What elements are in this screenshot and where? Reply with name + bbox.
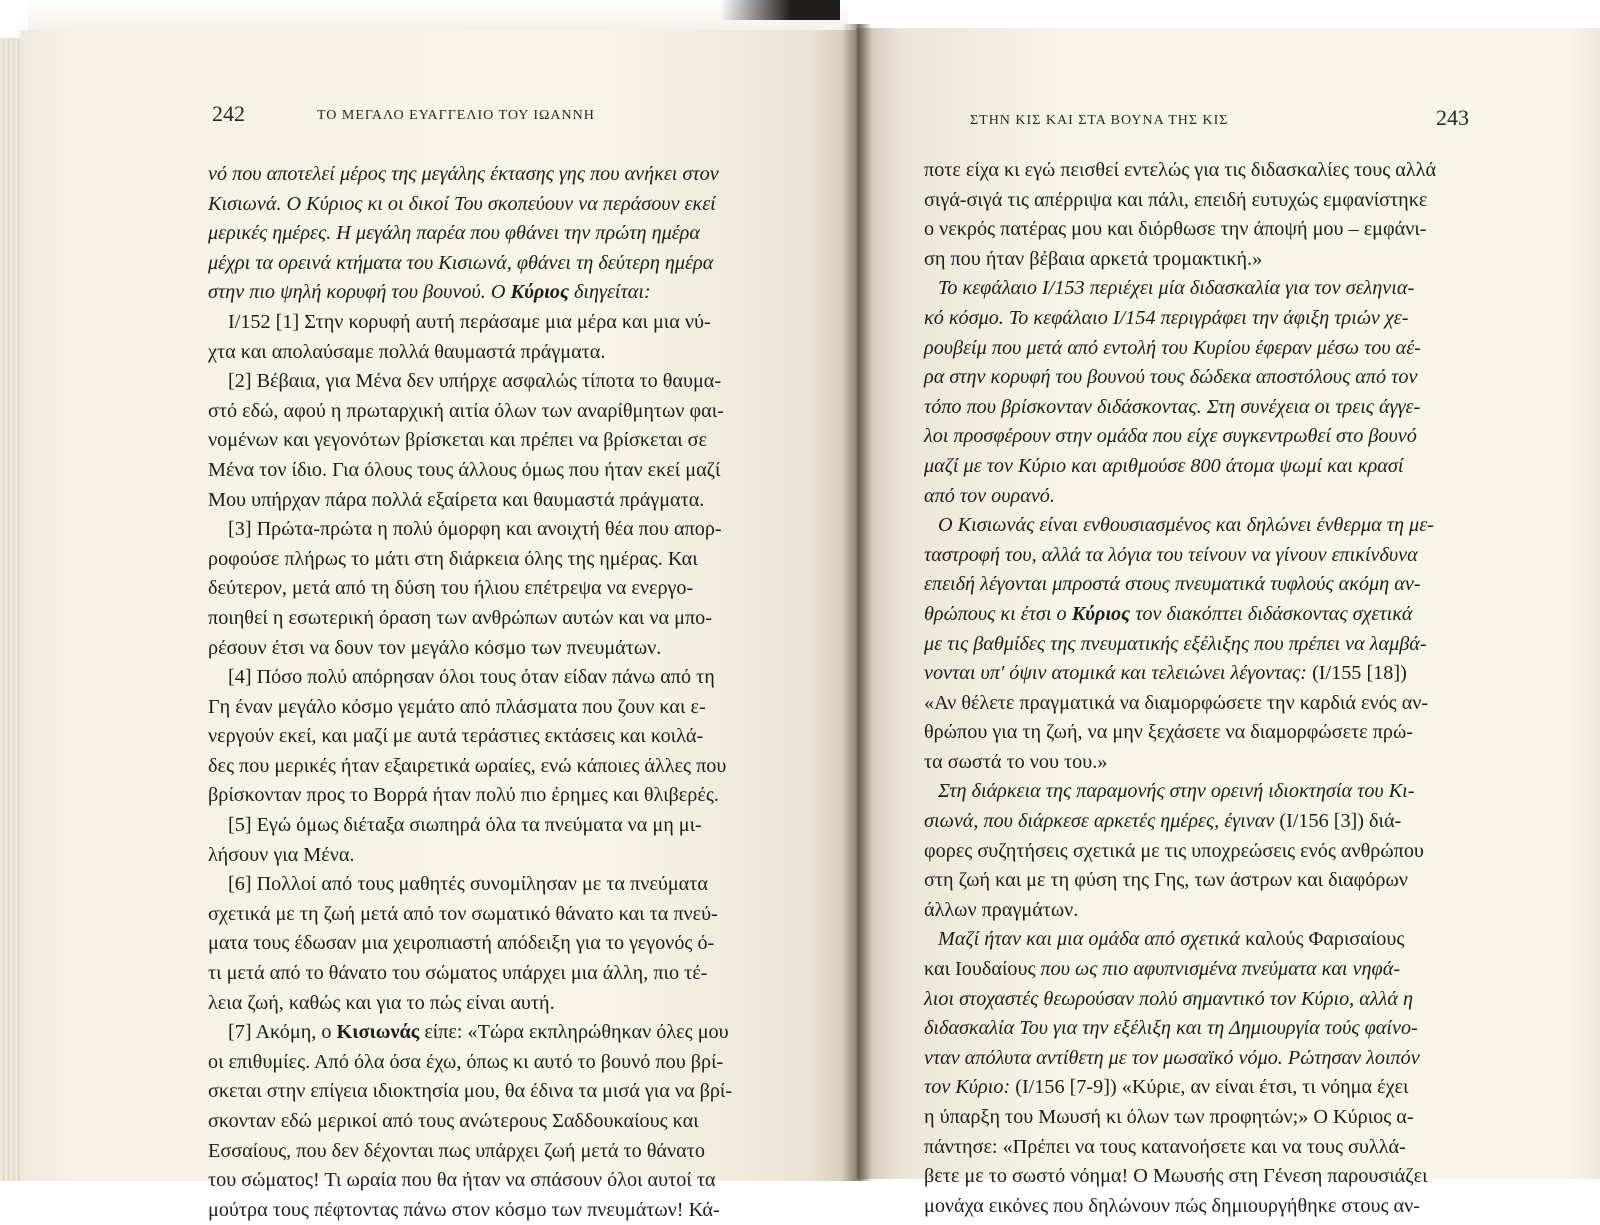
text-fragment: τον Κύριο: (924, 1076, 1011, 1099)
text-line: χτα και απολαύσαμε πολλά θαυμαστά πράγματα. (208, 340, 606, 363)
text-line: πάντησε: «Πρέπει να τους κατανοήσετε και να τους συλλά- (924, 1135, 1406, 1158)
text-line: Μου υπήρχαν πάρα πολλά εξαίρετα και θαυμαστά πράγματα. (208, 488, 705, 511)
text-fragment: διηγείται: (573, 281, 651, 304)
text-line: οι επιθυμίες. Από όλα όσα έχω, όπως κι αυτό το βουνό που βρί- (208, 1050, 724, 1073)
text-fragment: είπε: «Τώρα εκπληρώθηκαν όλες μου (424, 1021, 729, 1044)
text-line: ρα στην κορυφή του βουνού τους δώδεκα αποστόλους από τον (924, 366, 1418, 389)
text-line: δεύτερον, μετά από τη δύση του ήλιου επέτρεψα να ενεργο- (208, 577, 694, 600)
text-fragment: καλούς Φαρισαίους (1245, 928, 1405, 951)
text-fragment: τον διακόπτει διδάσκοντας σχετικά (1135, 602, 1413, 625)
text-line: διδασκαλία Του για την εξέλιξη και τη Δημιουργία τούς φαίνο- (924, 1017, 1418, 1040)
text-line: του σώματος! Τι ωραία που θα ήταν να σπάσουν όλοι αυτοί τα (208, 1169, 716, 1192)
right-body-text (924, 156, 1484, 1221)
text-line: βρίσκονταν προς το Βορρά ήταν πολύ πιο έρημες και θλιβερές. (208, 784, 719, 807)
text-line: λοι προσφέρουν στην ομάδα που είχε συγκεντρωθεί στο βουνό (924, 425, 1417, 448)
text-line: Ο Κισιωνάς είναι ενθουσιασμένος και δηλώνει ένθερμα τη με- (938, 514, 1434, 537)
text-line: «Αν θέλετε πραγματικά να διαμορφώσετε την καρδιά ενός αν- (924, 691, 1429, 714)
text-line: τόπο που βρίσκονταν διδάσκοντας. Στη συνέχεια οι τρεις άγγε- (924, 395, 1421, 418)
text-line: επειδή λέγονται μπροστά στους πνευματικά τυφλούς ακόμη αν- (924, 573, 1421, 596)
book-gutter (842, 24, 872, 1181)
text-line: ταστροφή του, αλλά τα λόγια του τείνουν να γίνουν επικίνδυνα (924, 543, 1418, 566)
text-line: μερικές ημέρες. Η μεγάλη παρέα που φθάνει την πρώτη ημέρα (208, 222, 700, 245)
text-line: λιοι στοχαστές θεωρούσαν πολύ σημαντικό τον Κύριο, αλλά η (924, 987, 1414, 1010)
right-running-head: ΣΤΗΝ ΚΙΣ ΚΑΙ ΣΤΑ ΒΟΥΝΑ ΤΗΣ ΚΙΣ (970, 113, 1229, 128)
text-line: από τον ουρανό. (924, 484, 1055, 507)
text-line: ση που ήταν βέβαια αρκετά τρομακτική.» (924, 247, 1263, 270)
text-line (924, 955, 1484, 985)
text-line: τι μετά από το θάνατο του σώματος υπάρχει μια άλλη, πιο τέ- (208, 962, 708, 985)
text-fragment: [7] Ακόμη, ο (228, 1021, 332, 1044)
text-line (208, 1018, 782, 1048)
text-line: [3] Πρώτα-πρώτα η πολύ όμορφη και ανοιχτή θέα που απορ- (228, 518, 722, 541)
text-line: λήσουν για Μένα. (208, 843, 355, 866)
text-line: μούτρα τους πέφτοντας πάνω στον κόσμο των πνευμάτων! Κά- (208, 1198, 720, 1221)
text-line: άλλων πραγμάτων. (924, 898, 1079, 921)
text-line: Εσσαίους, που δεν δέχονται πως υπάρχει ζωή μετά το θάνατο (208, 1139, 705, 1162)
text-line: ροφούσε πλήρως το μάτι στη διάρκεια όλης της ημέρας. Και (208, 547, 698, 570)
text-line: νομένων και γεγονότων βρίσκεται και πρέπει να βρίσκεται σε (208, 429, 708, 452)
text-line: Στη διάρκεια της παραμονής στην ορεινή ιδιοκτησία του Κι- (938, 780, 1415, 803)
text-line: με τις βαθμίδες της πνευματικής εξέλιξης που πρέπει να λαμβά- (924, 632, 1427, 655)
text-line: σχετικά με τη ζωή μετά από τον σωματικό θάνατο και τα πνεύ- (208, 902, 718, 925)
text-fragment: θρώπους κι έτσι ο (924, 602, 1067, 625)
text-line (924, 807, 1484, 837)
text-fragment: στην πιο ψηλή κορυφή του βουνού. Ο (208, 281, 506, 304)
text-line (924, 659, 1484, 689)
text-line: σκεται στην επίγεια ιδιοκτησία μου, θα έδινα τα μισά για να βρί- (208, 1080, 733, 1103)
text-fragment: και Ιουδαίους (924, 958, 1036, 981)
text-line: νταν απόλυτα αντίθετη με τον μωσαϊκό νόμο. Ρώτησαν λοιπόν (924, 1046, 1420, 1069)
text-line: βετε με το σωστό νόημα! Ο Μωυσής στη Γένεση παρουσιάζει (924, 1165, 1428, 1188)
text-fragment: Μαζί ήταν και μια ομάδα από σχετικά (938, 928, 1241, 951)
text-line: ο νεκρός πατέρας μου και διόρθωσε την άποψή μου – εμφάνι- (924, 218, 1427, 241)
text-line: I/152 [1] Στην κορυφή αυτή περάσαμε μια μέρα και μια νύ- (228, 310, 711, 333)
text-line: λεια ζωή, καθώς και για το πώς είναι αυτή. (208, 991, 555, 1014)
text-fragment: που ως πιο αφυπνισμένα πνεύματα και νηφά- (1040, 958, 1401, 981)
text-line: ποτε είχα κι εγώ πεισθεί εντελώς για τις διδασκαλίες τους αλλά (924, 159, 1437, 181)
text-line: μέχρι τα ορεινά κτήματα του Κισιωνά, φθάνει τη δεύτερη ημέρα (208, 251, 714, 274)
text-line: σιγά-σιγά τις απέρριψα και πάλι, επειδή ευτυχώς εμφανίστηκε (924, 188, 1428, 211)
text-line: ποιηθεί η εσωτερική όραση των ανθρώπων αυτών και να μπο- (208, 606, 712, 629)
text-line: [4] Πόσο πολύ απόρησαν όλοι τους όταν είδαν πάνω από τη (228, 666, 715, 689)
text-line: σκονταν εδώ μερικοί από τους ανώτερους Σαδδουκαίους και (208, 1110, 699, 1132)
text-line: νεργούν εκεί, και μαζί με αυτά τεράστιες εκτάσεις και κοιλά- (208, 725, 704, 748)
text-line: ρέσουν έτσι να δουν τον μεγάλο κόσμο των πνευμάτων. (208, 636, 662, 659)
text-line: στη ζωή και με τη φύση της Γης, των άστρων και διαφόρων (924, 869, 1408, 892)
text-line (208, 278, 782, 308)
text-line: [2] Βέβαια, για Μένα δεν υπήρχε ασφαλώς τίποτα το θαυμα- (228, 370, 722, 393)
text-line: Το κεφάλαιο I/153 περιέχει μία διδασκαλία για τον σεληνια- (938, 277, 1415, 300)
text-line: τα σωστά το νου του.» (924, 750, 1108, 773)
text-line: μαζί με τον Κύριο και αριθμούσε 800 άτομα ψωμί και κρασί (924, 454, 1404, 477)
text-line: θρώπου για τη ζωή, να μην ξεχάσετε να διαμορφώσετε πρώ- (924, 721, 1413, 744)
text-line: ρουβείμ που μετά από εντολή του Κυρίου έφεραν μέσω του αέ- (924, 336, 1421, 359)
bold-fragment: Κισιωνάς (336, 1021, 420, 1044)
text-line: η ύπαρξη του Μωυσή κι όλων των προφητών;» Ο Κύριος α- (924, 1106, 1414, 1128)
text-fragment: (I/155 [18]) (1312, 662, 1407, 685)
text-fragment: (I/156 [3]) διά- (1279, 810, 1402, 833)
text-line: κό κόσμο. Το κεφάλαιο I/154 περιγράφει την άφιξη τριών χε- (924, 306, 1409, 329)
text-line: Μένα τον ίδιο. Για όλους τους άλλους όμως που ήταν εκεί μαζί (208, 458, 721, 481)
text-line (924, 600, 1484, 630)
text-line: νό που αποτελεί μέρος της μεγάλης έκτασης γης που ανήκει στον (208, 163, 719, 185)
text-line: στό εδώ, αφού η πρωταρχική αιτία όλων των αναρίθμητων φαι- (208, 399, 724, 422)
text-fragment: (I/156 [7-9]) «Κύριε, αν είναι έτσι, τι νόημα έχει (1015, 1076, 1409, 1099)
text-fragment: νονται υπ' όψιν ατομικά και τελειώνει λέγοντας: (924, 662, 1308, 685)
bold-fragment: Κύριος (1071, 602, 1131, 625)
text-line: δες που μερικές ήταν εξαιρετικά ωραίες, ενώ κάποιες άλλες που (208, 754, 727, 777)
text-line: φορες συζητήσεις σχετικά με τις υποχρεώσεις ενός ανθρώπου (924, 839, 1424, 862)
left-body-text (208, 160, 782, 1225)
bold-fragment: Κύριος (510, 281, 569, 304)
text-line: [5] Εγώ όμως διέταξα σιωπηρά όλα τα πνεύματα να μη μι- (228, 814, 702, 837)
right-page-number: 243 (1436, 105, 1469, 130)
text-line (924, 1073, 1484, 1103)
left-running-head: ΤΟ ΜΕΓΑΛΟ ΕΥΑΓΓΕΛΙΟ ΤΟΥ ΙΩΑΝΝΗ (317, 108, 595, 123)
text-fragment: σιωνά, που διάρκεσε αρκετές ημέρες, έγιναν (924, 810, 1275, 833)
text-line (924, 925, 1484, 955)
text-line: ματα τους έδωσαν μια χειροπιαστή απόδειξη για το γεγονός ό- (208, 932, 715, 955)
text-line: Κισιωνά. Ο Κύριος κι οι δικοί Του σκοπεύουν να περάσουν εκεί (208, 192, 716, 215)
text-line: μονάχα εικόνες που δηλώνουν πώς δημιουργήθηκε στους αν- (924, 1194, 1420, 1217)
top-dark-edge (720, 0, 840, 20)
text-line: Γη έναν μεγάλο κόσμο γεμάτο από πλάσματα που ζουν και ε- (208, 695, 706, 718)
left-page-number: 242 (212, 101, 245, 126)
text-line: [6] Πολλοί από τους μαθητές συνομίλησαν με τα πνεύματα (228, 873, 708, 896)
